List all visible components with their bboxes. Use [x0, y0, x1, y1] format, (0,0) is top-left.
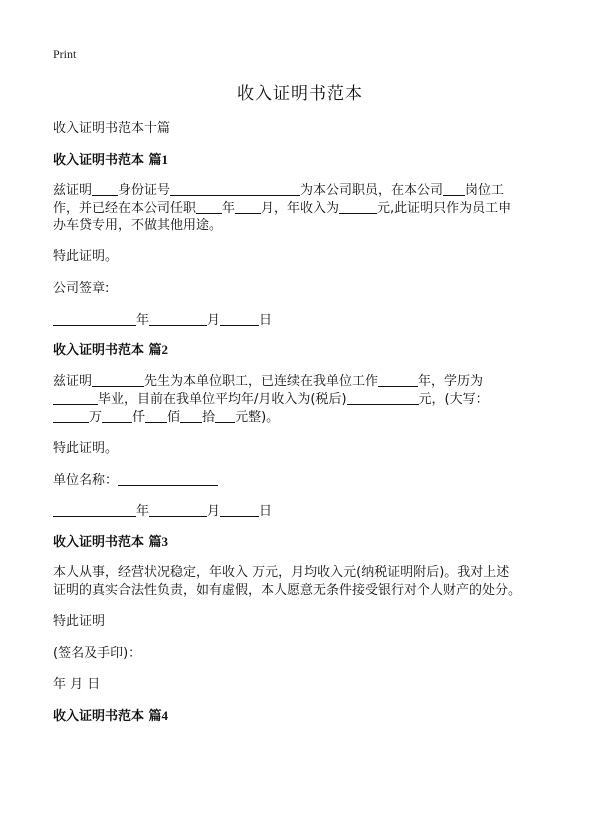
- text-fragment: 作，并已经在本公司任职: [53, 201, 197, 216]
- blank-position: [443, 181, 465, 196]
- section-1-paragraph-line-1: [53, 181, 504, 200]
- print-label: Print: [53, 47, 77, 61]
- date-day-label: 日: [259, 313, 273, 328]
- text-fragment: 身份证号: [118, 183, 171, 198]
- section-1-date-line: [53, 311, 272, 330]
- blank-wan: [53, 408, 89, 423]
- text-fragment: 毕业，目前在我单位平均年/月收入为(税后): [98, 392, 347, 407]
- blank-date-day: [220, 502, 259, 517]
- section-2-date-line: [53, 502, 272, 521]
- section-4-heading-number: 4: [161, 708, 169, 723]
- blank-yuan: [215, 408, 235, 423]
- section-1-company-seal-label: 公司签章:: [53, 281, 110, 296]
- section-3-date-line: 年 月 日: [53, 677, 101, 692]
- blank-qian: [102, 408, 132, 423]
- section-3-closing: 特此证明: [53, 614, 106, 629]
- text-fragment: 先生为本单位职工，已连续在我单位工作: [144, 374, 379, 389]
- blank-school: [53, 390, 98, 405]
- unit-name-label: 单位名称：: [53, 473, 119, 488]
- text-fragment: 元,此证明只作为员工申: [377, 201, 512, 216]
- text-fragment: 兹证明: [53, 183, 93, 198]
- text-fragment: 仟: [132, 410, 146, 425]
- section-1-heading-number: 1: [161, 152, 169, 167]
- section-3-signature-label: (签名及手印)：: [53, 646, 142, 661]
- blank-date-month: [149, 502, 207, 517]
- section-1-paragraph-line-2: [53, 199, 511, 218]
- section-2-closing: 特此证明。: [53, 441, 119, 456]
- date-year-label: 年: [136, 313, 150, 328]
- blank-date-month: [149, 311, 207, 326]
- section-4-heading: [53, 707, 168, 726]
- blank-id-number: [170, 181, 300, 196]
- section-2-unit-name-line: [53, 471, 218, 490]
- date-year-label: 年: [136, 504, 150, 519]
- text-fragment: 为本公司职员，在本公司: [300, 183, 444, 198]
- blank-income: [339, 199, 377, 214]
- section-2-heading: [53, 341, 168, 360]
- blank-years: [196, 199, 222, 214]
- text-fragment: 兹证明: [53, 374, 93, 389]
- text-fragment: 岗位工: [465, 183, 505, 198]
- section-1-paragraph-line-3: 办车贷专用，不做其他用途。: [53, 218, 223, 233]
- section-3-heading-number: 3: [161, 534, 169, 549]
- document-subtitle: 收入证明书范本十篇: [53, 121, 171, 136]
- section-2-paragraph-line-2: [53, 390, 489, 409]
- section-2-heading-number: 2: [161, 342, 169, 357]
- text-fragment: 元，(大写：: [418, 392, 489, 407]
- blank-months: [235, 199, 261, 214]
- blank-date-year: [53, 502, 136, 517]
- text-fragment: 万: [89, 410, 103, 425]
- section-3-paragraph-line-2: 证明的真实合法性负责，如有虚假，本人愿意无条件接受银行对个人财产的处分。: [53, 583, 522, 598]
- document-title: 收入证明书范本: [237, 84, 363, 104]
- section-2-paragraph-line-1: [53, 372, 483, 391]
- section-4-heading-text: 收入证明书范本 篇: [53, 709, 162, 724]
- blank-unit-name: [118, 471, 218, 486]
- blank-work-years: [378, 372, 418, 387]
- section-1-closing: 特此证明。: [53, 249, 119, 264]
- text-fragment: 月，年收入为: [261, 201, 340, 216]
- blank-monthly-income: [347, 390, 419, 405]
- section-1-heading-text: 收入证明书范本 篇: [53, 153, 162, 168]
- blank-bai: [145, 408, 167, 423]
- section-3-heading-text: 收入证明书范本 篇: [53, 535, 162, 550]
- date-month-label: 月: [207, 504, 221, 519]
- blank-date-year: [53, 311, 136, 326]
- section-1-heading: [53, 151, 168, 170]
- text-fragment: 佰: [167, 410, 181, 425]
- blank-shi: [180, 408, 202, 423]
- text-fragment: 年，学历为: [418, 374, 484, 389]
- text-fragment: 拾: [202, 410, 216, 425]
- section-2-paragraph-line-3: [53, 408, 279, 427]
- blank-date-day: [220, 311, 259, 326]
- section-2-heading-text: 收入证明书范本 篇: [53, 343, 162, 358]
- blank-name: [92, 181, 118, 196]
- section-3-heading: [53, 533, 168, 552]
- text-fragment: 年: [222, 201, 236, 216]
- blank-employee-name: [92, 372, 144, 387]
- section-3-paragraph-line-1: 本人从事，经营状况稳定，年收入 万元，月均收入元(纳税证明附后)。我对上述: [53, 565, 510, 580]
- date-month-label: 月: [207, 313, 221, 328]
- date-day-label: 日: [259, 504, 273, 519]
- text-fragment: 元整)。: [235, 410, 280, 425]
